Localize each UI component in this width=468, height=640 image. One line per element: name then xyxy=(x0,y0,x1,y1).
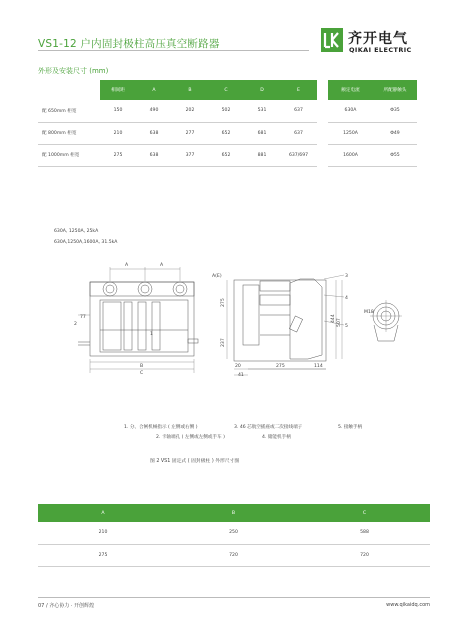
footer-divider xyxy=(38,597,430,598)
dim-label: 275 xyxy=(221,298,226,307)
table-cell: 720 xyxy=(168,544,299,566)
table-header-cell: B xyxy=(172,80,208,100)
footer-slogan: 07 / 齐心协力 · 开创辉煌 xyxy=(38,603,94,609)
table-header-cell: D xyxy=(244,80,280,100)
table-gap xyxy=(317,144,328,166)
table-header-row xyxy=(38,80,417,100)
legend-item: 2. 卡轴端孔 ( 左侧或左侧或手车 ) xyxy=(156,435,225,440)
table-header-cell: C xyxy=(208,80,244,100)
table-header-cell: 额定电流 xyxy=(328,80,373,100)
table-row xyxy=(38,144,417,166)
dim-label: 275 xyxy=(276,364,285,369)
table-cell: 652 xyxy=(208,144,244,166)
legend-item: 4. 储能机手柄 xyxy=(262,435,291,440)
table-cell: 881 xyxy=(244,144,280,166)
table-header-cell: 所配静触头 xyxy=(373,80,417,100)
company-logo xyxy=(321,28,343,52)
table-cell: 210 xyxy=(100,122,136,144)
table-cell: 277 xyxy=(172,122,208,144)
table-cell: 652 xyxy=(208,122,244,144)
dimension-table xyxy=(38,80,417,167)
dim-label: C xyxy=(140,371,144,376)
legend-item: 3. 46 芯航空插座或二次接线端子 xyxy=(234,425,303,430)
table-cell: 275 xyxy=(100,144,136,166)
logo-english-name: QIKAI ELECTRIC xyxy=(349,46,412,54)
table-cell: 502 xyxy=(208,100,244,122)
table-row xyxy=(38,100,417,122)
table-cell: 377 xyxy=(172,144,208,166)
callout-label: 4 xyxy=(345,296,348,301)
callout-label: 1 xyxy=(150,332,153,337)
dim-label: 444 xyxy=(331,314,336,323)
technical-drawing xyxy=(38,255,430,409)
dim-label: B xyxy=(140,364,144,369)
front-view xyxy=(78,267,198,373)
table-cell: 588 xyxy=(299,522,430,544)
legend-item: 1. 分、合闸机械指示 ( 左侧或右侧 ) xyxy=(124,425,198,430)
table-header-cell xyxy=(38,80,100,100)
callout-label: 5 xyxy=(345,324,348,329)
table-gap xyxy=(317,80,328,100)
table-header-cell: E xyxy=(280,80,317,100)
table-cell: 202 xyxy=(172,100,208,122)
table-gap xyxy=(317,100,328,122)
table-cell: 250 xyxy=(168,522,299,544)
table-cell: 配 1000mm 柜宽 xyxy=(38,144,100,166)
dim-label: M18 xyxy=(364,310,374,315)
table-cell: 720 xyxy=(299,544,430,566)
dimension-table-secondary xyxy=(38,504,430,567)
callout-label: 3 xyxy=(345,274,348,279)
table-cell: Φ49 xyxy=(373,122,417,144)
table-header-cell: A xyxy=(136,80,172,100)
rating-note: 630A, 1250A, 25kA xyxy=(54,229,99,234)
table-cell: 638 xyxy=(136,144,172,166)
table-header-cell: A xyxy=(38,504,168,522)
table-cell: 531 xyxy=(244,100,280,122)
page-title: VS1-12 户内固封极柱高压真空断路器 xyxy=(38,38,220,50)
table-cell: 210 xyxy=(38,522,168,544)
table-cell: 681 xyxy=(244,122,280,144)
callout-label: 2 xyxy=(74,322,77,327)
dim-label: 237 xyxy=(221,338,226,347)
table-cell: 配 800mm 柜宽 xyxy=(38,122,100,144)
logo-chinese-name: 齐开电气 xyxy=(348,31,408,47)
dim-label: 20 xyxy=(235,364,241,369)
table-cell: Φ55 xyxy=(373,144,417,166)
dim-label: 114 xyxy=(314,364,323,369)
table-cell: 150 xyxy=(100,100,136,122)
table-row xyxy=(38,522,430,544)
table-header-cell: C xyxy=(299,504,430,522)
footer-website[interactable]: www.qikaidq.com xyxy=(386,602,430,608)
table-cell: 637 xyxy=(280,122,317,144)
section-title: 外形及安装尺寸 (mm) xyxy=(38,67,109,75)
table-cell: 637/697 xyxy=(280,144,317,166)
table-row xyxy=(38,122,417,144)
dim-label: A(E) xyxy=(212,274,222,279)
table-header-row xyxy=(38,504,430,522)
dim-label: A xyxy=(160,263,164,268)
dim-label: 41 xyxy=(238,373,244,378)
dim-label: 507 xyxy=(337,318,342,327)
table-cell: 1250A xyxy=(328,122,373,144)
table-gap xyxy=(317,122,328,144)
table-header-cell: B xyxy=(168,504,299,522)
table-cell: 637 xyxy=(280,100,317,122)
dim-label: A xyxy=(125,263,129,268)
table-header-cell: 相间距 xyxy=(100,80,136,100)
legend-item: 5. 接触手柄 xyxy=(338,425,363,430)
rating-note: 630A,1250A,1600A, 31.5kA xyxy=(54,240,118,245)
table-cell: Φ35 xyxy=(373,100,417,122)
table-row xyxy=(38,544,430,566)
table-cell: 490 xyxy=(136,100,172,122)
side-view xyxy=(227,275,344,375)
table-cell: 配 650mm 柜宽 xyxy=(38,100,100,122)
table-cell: 275 xyxy=(38,544,168,566)
figure-caption: 图 2 VS1 固定式 ( 固封极柱 ) 外形尺寸图 xyxy=(150,459,240,464)
dim-label: 77 xyxy=(80,315,86,320)
table-cell: 630A xyxy=(328,100,373,122)
table-cell: 1600A xyxy=(328,144,373,166)
contact-detail-view xyxy=(370,300,402,341)
table-cell: 638 xyxy=(136,122,172,144)
header-divider xyxy=(38,50,309,51)
